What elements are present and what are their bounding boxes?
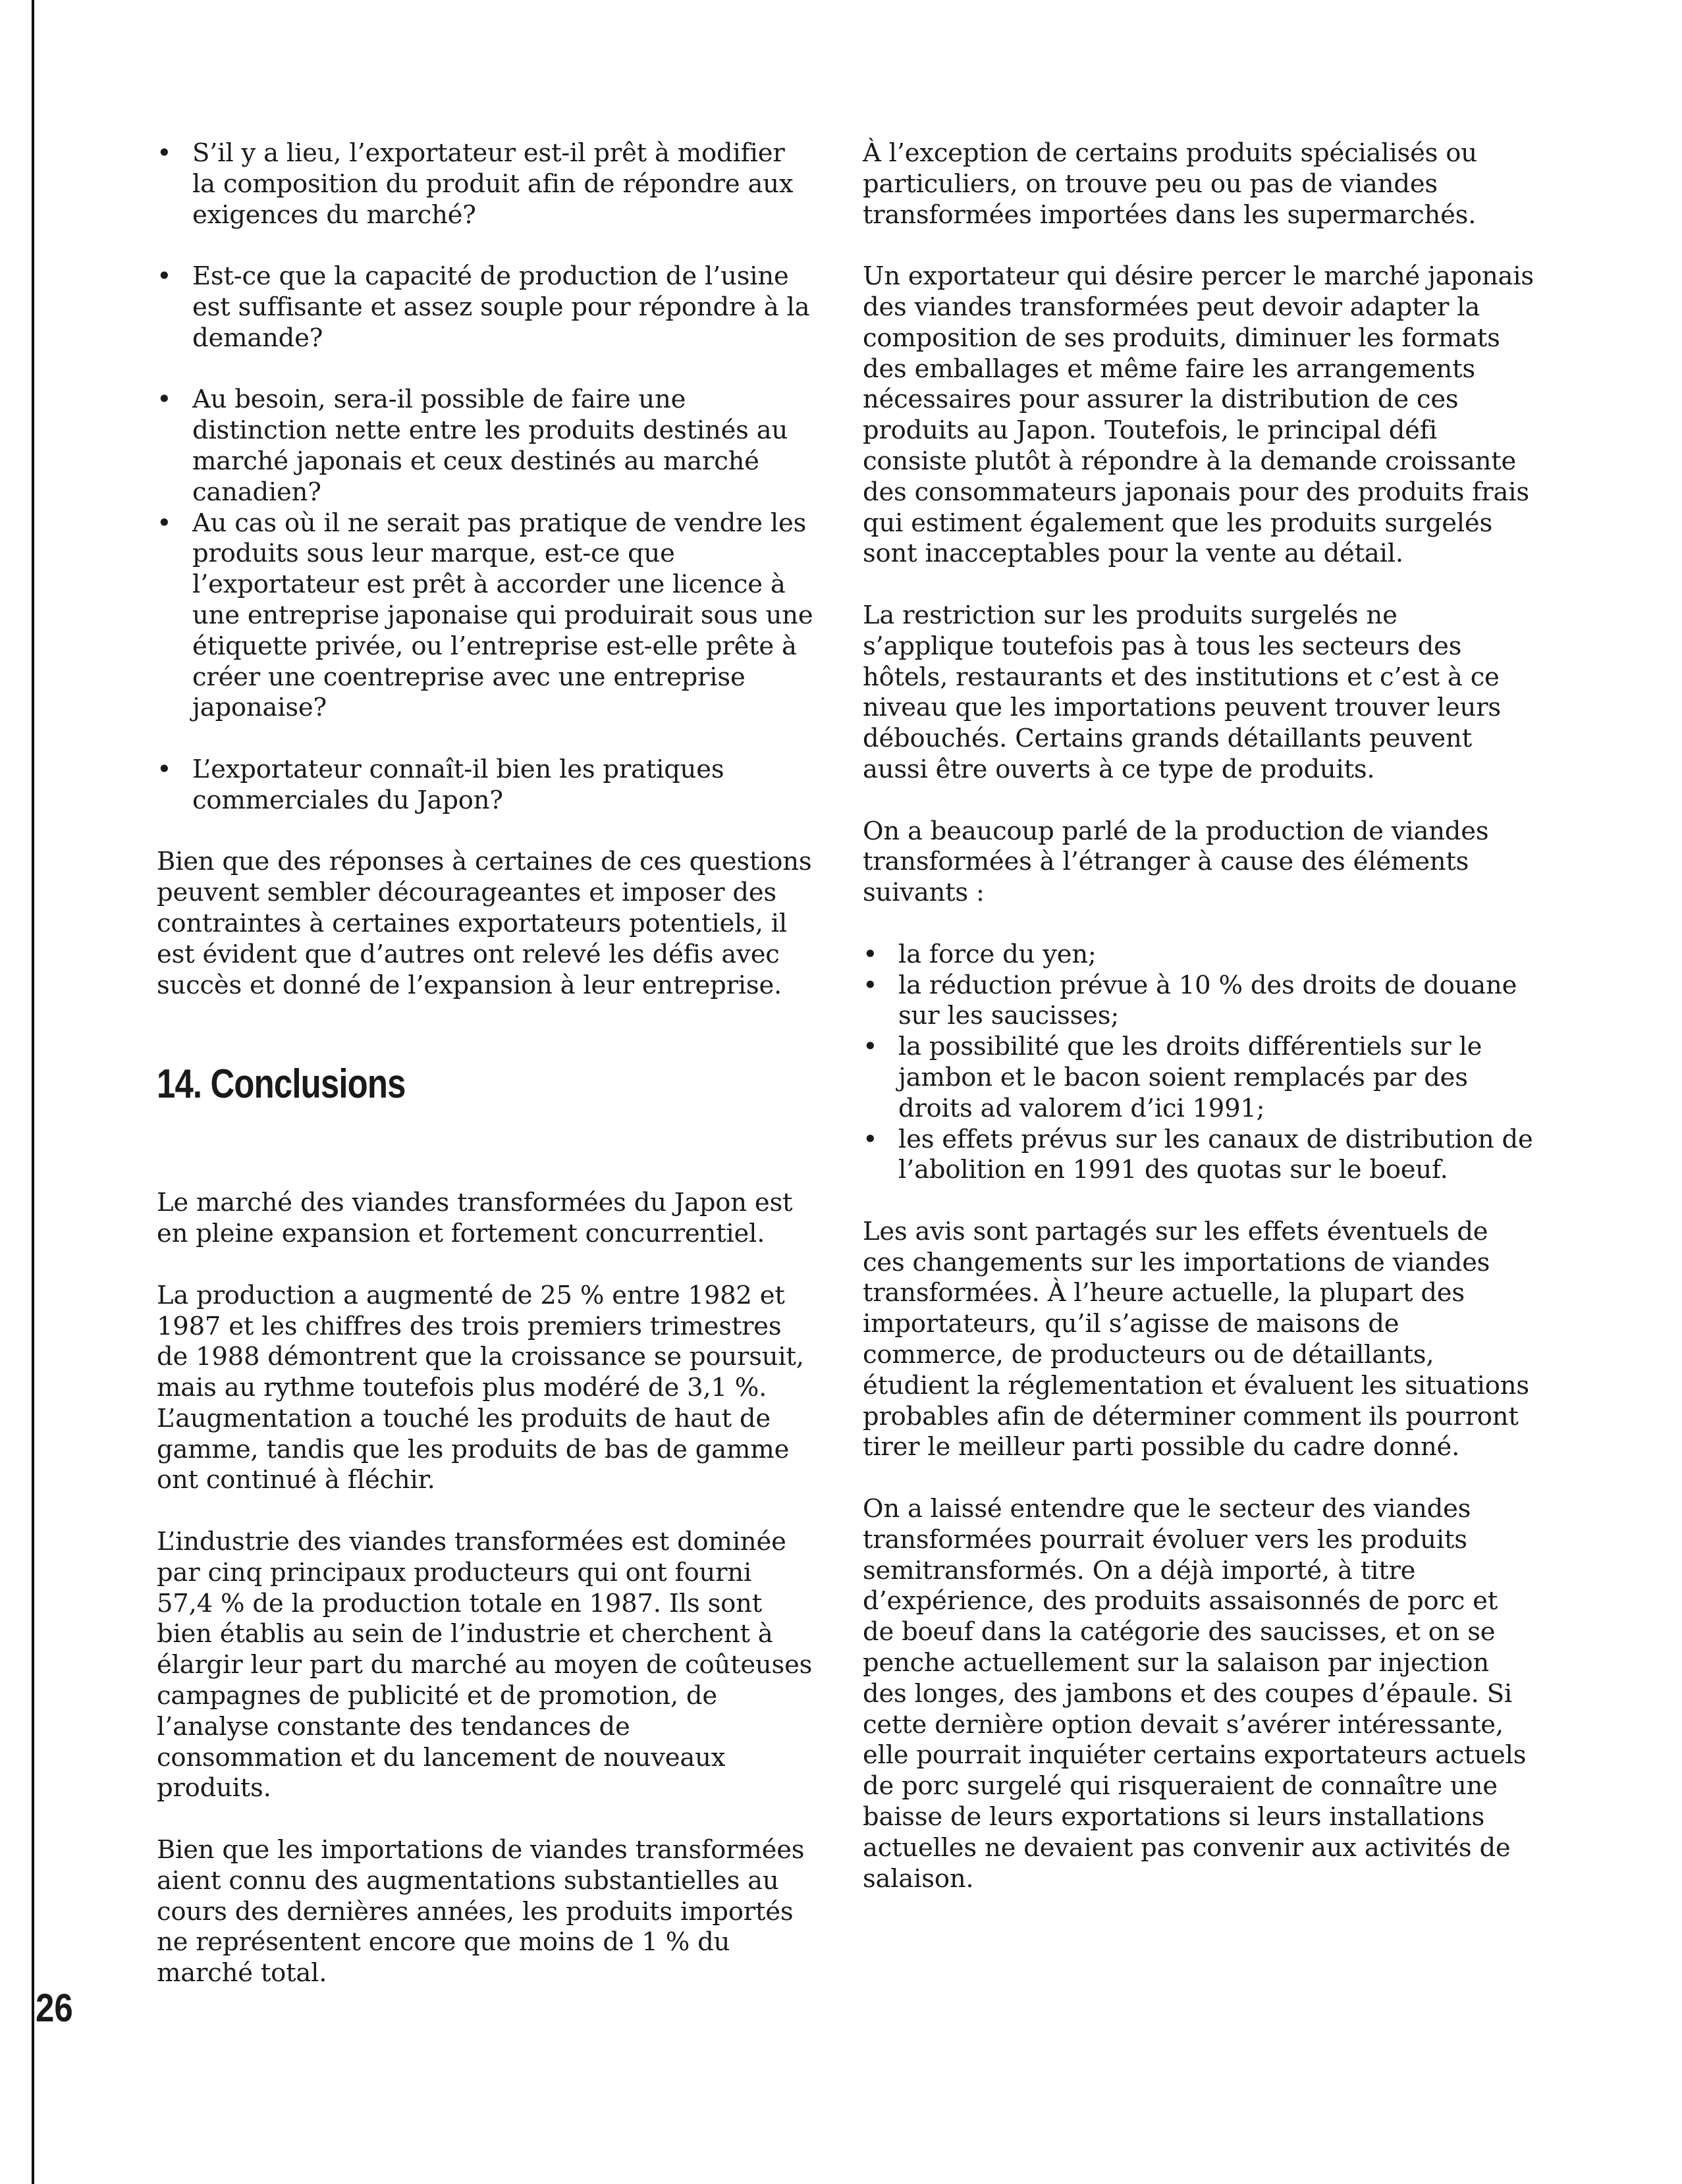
paragraph: Un exportateur qui désire percer le marché japonais des viandes transformées peut devoir adapter la composition de ses produits, diminuer les formats des emballages et même faire les arrangements nécessaires pour assurer la distribution de ces produits au Japon. Toutefois, le principal défi consiste plutôt à répondre à la demande croissante des consommateurs japonais pour des produits frais qui estiment également que les produits surgelés sont inacceptables pour la vente au détail.	[863, 261, 1534, 569]
left-column	[157, 138, 815, 2020]
list-item: • Au besoin, sera-il possible de faire une distinction nette entre les produits destinés au marché japonais et ceux destinés au marché canadien?	[157, 385, 788, 507]
bullet-icon: •	[157, 508, 172, 538]
paragraph: On a beaucoup parlé de la production de viandes transformées à l’étranger à cause des éléments suivants :	[863, 816, 1489, 908]
list-item: • la force du yen;	[863, 939, 1097, 969]
bullet-icon: •	[157, 754, 172, 784]
paragraph: Bien que les importations de viandes transformées aient connu des augmentations substantielles au cours des dernières années, les produits importés ne représentent encore que moins de 1 % du marché total.	[157, 1835, 805, 1988]
right-column	[863, 138, 1534, 1925]
paragraph: Les avis sont partagés sur les effets éventuels de ces changements sur les importations de viandes transformées. À l’heure actuelle, la plupart des importateurs, qu’il s’agisse de maisons de commerce, de producteurs ou de détaillants, étudient la réglementation et évaluent les situations probables afin de déterminer comment ils pourront tirer le meilleur parti possible du cadre donné.	[863, 1216, 1529, 1462]
page-number: 26	[36, 1986, 73, 2030]
paragraph: La production a augmenté de 25 % entre 1982 et 1987 et les chiffres des trois premiers trimestres de 1988 démontrent que la croissance se poursuit, mais au rythme toutefois plus modéré de 3,1 %. L’augmentation a touché les produits de haut de gamme, tandis que les produits de bas de gamme ont continué à fléchir.	[157, 1280, 804, 1495]
list-item: • la possibilité que les droits différentiels sur le jambon et le bacon soient remplacés par des droits ad valorem d’ici 1991;	[863, 1032, 1482, 1123]
page-margin-rule	[32, 0, 34, 2184]
bullet-icon: •	[863, 939, 878, 969]
paragraph: L’industrie des viandes transformées est dominée par cinq principaux producteurs qui ont fourni 57,4 % de la production totale en 1987. Ils sont bien établis au sein de l’industrie et cherchent à élargir leur part du marché au moyen de coûteuses campagnes de publicité et de promotion, de l’analyse constante des tendances de consommation et du lancement de nouveaux produits.	[157, 1527, 813, 1803]
list-item: • les effets prévus sur les canaux de distribution de l’abolition en 1991 des quotas sur le boeuf.	[863, 1124, 1533, 1185]
paragraph: Bien que des réponses à certaines de ces questions peuvent sembler décourageantes et imposer des contraintes à certaines exportateurs potentiels, il est évident que d’autres ont relevé les défis avec succès et donné de l’expansion à leur entreprise.	[157, 847, 812, 1000]
section-heading: 14. Conclusions	[157, 1061, 406, 1107]
bullet-icon: •	[863, 970, 878, 1000]
bullet-icon: •	[157, 138, 172, 168]
paragraph: La restriction sur les produits surgelés ne s’applique toutefois pas à tous les secteurs des hôtels, restaurants et des institutions et c’est à ce niveau que les importations peuvent trouver leurs débouchés. Certains grands détaillants peuvent aussi être ouverts à ce type de produits.	[863, 600, 1501, 784]
exporter-questions-list	[157, 138, 815, 816]
list-item: • Au cas où il ne serait pas pratique de vendre les produits sous leur marque, est-ce que l’exportateur est prêt à accorder une licence à une entreprise japonaise qui produirait sous une étiquette privée, ou l’entreprise est-elle prête à créer une coentreprise avec une entreprise japonaise?	[157, 508, 813, 723]
bullet-icon: •	[157, 385, 172, 415]
list-item: • L’exportateur connaît-il bien les pratiques commerciales du Japon?	[157, 754, 724, 815]
bullet-icon: •	[863, 1032, 878, 1062]
list-item: • S’il y a lieu, l’exportateur est-il prêt à modifier la composition du produit afin de répondre aux exigences du marché?	[157, 138, 794, 230]
list-item: • la réduction prévue à 10 % des droits de douane sur les saucisses;	[863, 970, 1517, 1031]
bullet-icon: •	[157, 261, 172, 292]
factors-list	[863, 940, 1534, 1186]
paragraph: On a laissé entendre que le secteur des viandes transformées pourrait évoluer vers les produits semitransformés. On a déjà importé, à titre d’expérience, des produits assaisonnés de porc et de boeuf dans la catégorie des saucisses, et on se penche actuellement sur la salaison par injection des longes, des jambons et des coupes d’épaule. Si cette dernière option devait s’avérer intéressante, elle pourrait inquiéter certains exportateurs actuels de porc surgelé qui risqueraient de connaître une baisse de leurs exportations si leurs installations actuelles ne devaient pas convenir aux activités de salaison.	[863, 1494, 1527, 1894]
paragraph: À l’exception de certains produits spécialisés ou particuliers, on trouve peu ou pas de viandes transformées importées dans les supermarchés.	[863, 138, 1477, 230]
bullet-icon: •	[863, 1124, 878, 1154]
paragraph: Le marché des viandes transformées du Japon est en pleine expansion et fortement concurrentiel.	[157, 1188, 793, 1249]
list-item: • Est-ce que la capacité de production de l’usine est suffisante et assez souple pour répondre à la demande?	[157, 261, 810, 353]
